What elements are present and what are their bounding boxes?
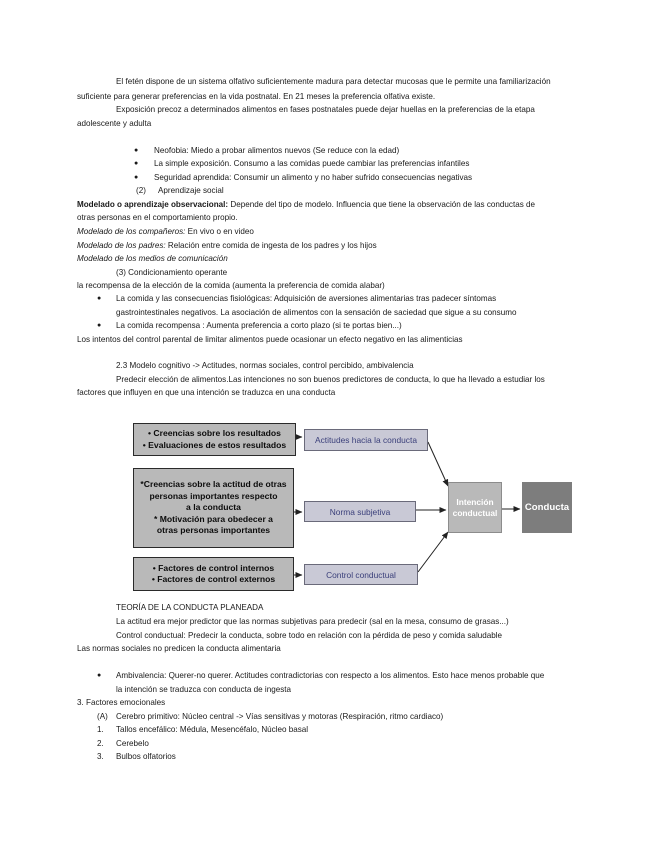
factores-item-2: Cerebelo [116, 739, 149, 748]
box-factores-control [133, 557, 294, 591]
box2-line-5: otras personas importantes [156, 525, 271, 536]
box2-line-2: personas importantes respecto [149, 490, 278, 501]
social-title: Aprendizaje social [158, 186, 224, 195]
planeada-line-2: Control conductual: Predecir la conducta, sobre todo en relación con la pérdida de peso y comida saludable [116, 631, 503, 640]
companeros-label: Modelado de los compañeros: [77, 227, 186, 236]
ambivalencia-line-2: la intención se traduzca con conducta de ingesta [116, 685, 292, 694]
operante-title: (3) Condicionamiento operante [116, 268, 228, 277]
intro-line-4: adolescente y adulta [77, 119, 152, 128]
padres-label: Modelado de los padres: [77, 241, 166, 250]
arrow-actitudes-intencion [428, 442, 448, 486]
operante-control: Los intentos del control parental de limitar alimentos puede ocasionar un efecto negativo en las alimenticias [77, 335, 463, 344]
operante-bullet-1a: La comida y las consecuencias fisiológicas: Adquisición de aversiones alimentarias tras padecer síntomas [116, 294, 497, 303]
box3-line-1: • Factores de control internos [152, 562, 275, 573]
box-intencion-conductual [448, 482, 502, 533]
factores-a-text: Cerebro primitivo: Núcleo central -> Vías sensitivas y motoras (Respiración, ritmo cardiaco) [116, 712, 444, 721]
box-creencias-otras [133, 468, 294, 548]
operante-bullet-1b: gastrointestinales negativos. La asociación de alimentos con la sensación de saciedad que sigue a su consumo [116, 308, 517, 317]
box2-line-1: *Creencias sobre la actitud de otras [140, 479, 287, 490]
intro-line-1: El fetén dispone de un sistema olfativo suficientemente madura para detectar mucosas que le permite una familiarización [116, 77, 551, 86]
cognitivo-line-1: Predecir elección de alimentos.Las intenciones no son buenos predictores de conducta, lo que ha llevado a estudiar los [116, 375, 545, 384]
padres-text: Relación entre comida de ingesta de los padres y los hijos [165, 241, 377, 250]
box2-line-3: a la conducta [186, 502, 241, 513]
bullet-dot: ● [134, 160, 139, 167]
bullet-dot: ● [134, 174, 139, 181]
planeada-line-3: Las normas sociales no predicen la conducta alimentaria [77, 644, 281, 653]
box2-line-4: * Motivación para obedecer a [154, 513, 273, 524]
modelado-rest: Depende del tipo de modelo. Influencia que tiene la observación de las conductas de [228, 200, 535, 209]
factores-item-3-num: 3. [97, 752, 104, 761]
box1-line-1: • Creencias sobre los resultados [148, 428, 281, 438]
modelado-cont: otras personas en el comportamiento propio. [77, 213, 238, 222]
bullet-exposicion: La simple exposición. Consumo a las comidas puede cambiar las preferencias infantiles [154, 159, 470, 168]
factores-item-1-num: 1. [97, 725, 104, 734]
box-norma-subjetiva: Norma subjetiva [304, 501, 416, 522]
box1-line-2: • Evaluaciones de estos resultados [142, 439, 287, 450]
bullet-dot: ● [97, 322, 102, 329]
operante-line: la recompensa de la elección de la comida (aumenta la preferencia de comida alabar) [77, 281, 385, 290]
cognitivo-title: 2.3 Modelo cognitivo -> Actitudes, normas sociales, control percibido, ambivalencia [116, 361, 414, 370]
factores-item-3: Bulbos olfatorios [116, 752, 176, 761]
modelado-bold: Modelado o aprendizaje observacional: [77, 200, 229, 209]
operante-bullet-2: La comida recompensa : Aumenta preferencia a corto plazo (si te portas bien...) [116, 321, 402, 330]
intencion-line-1: Intención [456, 496, 494, 507]
factores-item-1: Tallos encefálico: Médula, Mesencéfalo, Núcleo basal [116, 725, 309, 734]
bullet-dot: ● [134, 147, 139, 154]
arrow-control-intencion [418, 532, 448, 572]
factores-item-2-num: 2. [97, 739, 104, 748]
box-control-conductual: Control conductual [304, 564, 418, 585]
intencion-line-2: conductual [452, 507, 498, 518]
bullet-neofobia: Neofobia: Miedo a probar alimentos nuevos (Se reduce con la edad) [154, 146, 400, 155]
box-conducta: Conducta [522, 482, 572, 533]
modelado-medios: Modelado de los medios de comunicación [77, 254, 228, 263]
box-creencias-resultados [133, 423, 296, 456]
factores-title: 3. Factores emocionales [77, 698, 166, 707]
bullet-seguridad: Seguridad aprendida: Consumir un alimento y no haber sufrido consecuencias negativas [154, 173, 473, 182]
planeada-title: TEORÍA DE LA CONDUCTA PLANEADA [116, 603, 264, 612]
box3-line-2: • Factores de control externos [151, 574, 276, 584]
companeros-text: En vivo o en video [185, 227, 254, 236]
bullet-dot: ● [97, 672, 102, 679]
ambivalencia-line-1: Ambivalencia: Querer-no querer. Actitudes contradictorias con respecto a los alimentos. Esto hace menos probable que [116, 671, 545, 680]
social-marker: (2) [136, 186, 146, 195]
box-actitudes: Actitudes hacia la conducta [304, 429, 428, 451]
factores-a-marker: (A) [97, 712, 108, 721]
intro-line-3: Exposición precoz a determinados alimentos en fases postnatales puede dejar huellas en la preferencias de la etapa [116, 105, 535, 114]
planeada-line-1: La actitud era mejor predictor que las normas subjetivas para predecir (sal en la mesa, consumo de grasas...) [116, 617, 509, 626]
bullet-dot: ● [97, 295, 102, 302]
cognitivo-line-2: factores que influyen en que una intención se traduzca en una conducta [77, 388, 336, 397]
intro-line-2: suficiente para generar preferencias en la vida postnatal. En 21 meses la preferencia olfativa existe. [77, 92, 436, 101]
